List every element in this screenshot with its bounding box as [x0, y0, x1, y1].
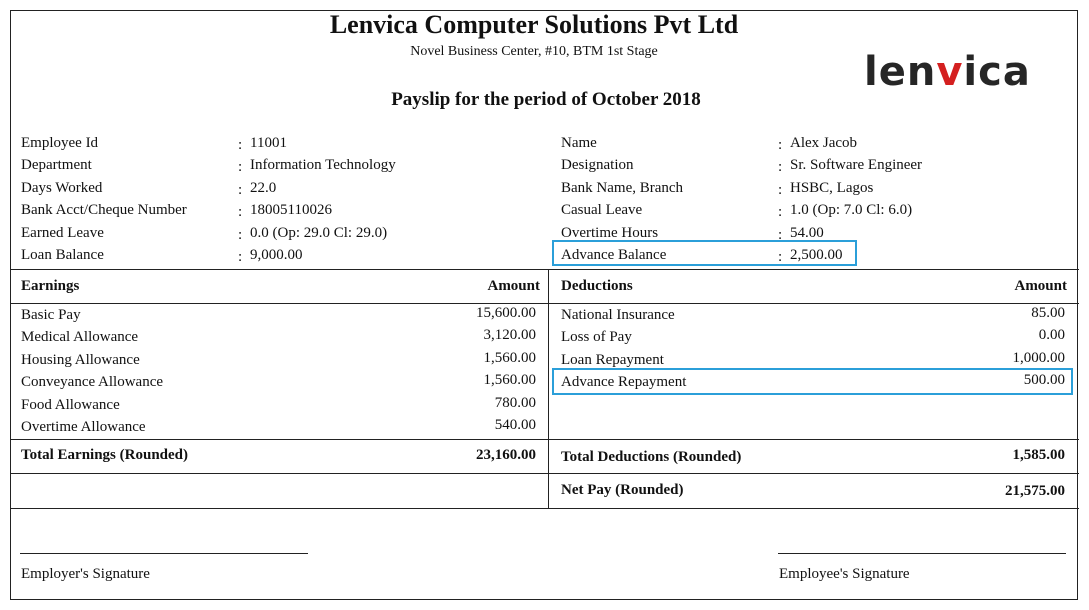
deductions-label: Loan Repayment [561, 352, 664, 368]
deductions-amount: 1,000.00 [1012, 350, 1065, 366]
table-top-border [10, 269, 1079, 270]
deductions-header: Deductions [561, 278, 633, 294]
info-value-loan-balance: 9,000.00 [250, 247, 303, 263]
deductions-label: Advance Repayment [561, 374, 687, 390]
info-colon: : [238, 227, 243, 243]
info-label-bank-acct: Bank Acct/Cheque Number [21, 202, 187, 218]
info-colon: : [778, 227, 783, 243]
info-colon: : [238, 159, 243, 175]
total-earnings-amount: 23,160.00 [476, 447, 536, 463]
deductions-amount: 500.00 [1023, 372, 1065, 388]
company-address: Novel Business Center, #10, BTM 1st Stage [410, 44, 658, 59]
table-column-divider [548, 269, 549, 508]
earnings-amount: 540.00 [494, 417, 536, 433]
table-totals-top-border [10, 439, 1079, 440]
info-label-employee-id: Employee Id [21, 135, 99, 151]
info-value-days-worked: 22.0 [250, 180, 277, 196]
earnings-amount: 1,560.00 [483, 372, 536, 388]
table-header-border [10, 303, 1079, 304]
info-colon: : [238, 204, 243, 220]
table-totals-bottom-border [10, 473, 1079, 474]
logo-accent-v: v [936, 49, 964, 95]
deductions-label: Loss of Pay [561, 329, 632, 345]
info-value-overtime-hours: 54.00 [790, 225, 824, 241]
deductions-amount: 0.00 [1038, 327, 1065, 343]
info-colon: : [778, 137, 783, 153]
earnings-label: Conveyance Allowance [21, 374, 164, 390]
payslip-period-title: Payslip for the period of October 2018 [391, 89, 701, 110]
employee-signature-label: Employee's Signature [779, 566, 910, 582]
logo-text-part: len [864, 49, 937, 95]
info-value-bank-acct: 18005110026 [250, 202, 332, 218]
info-value-casual-leave: 1.0 (Op: 7.0 Cl: 6.0) [790, 202, 913, 218]
total-deductions-amount: 1,585.00 [1012, 447, 1065, 463]
info-value-earned-leave: 0.0 (Op: 29.0 Cl: 29.0) [250, 225, 388, 241]
earnings-label: Medical Allowance [21, 329, 139, 345]
earnings-label: Overtime Allowance [21, 419, 146, 435]
deductions-amount-header: Amount [1014, 278, 1067, 294]
logo-text-part: ica [963, 49, 1031, 95]
info-label-name: Name [561, 135, 597, 151]
info-colon: : [778, 182, 783, 198]
deductions-label: National Insurance [561, 307, 675, 323]
info-colon: : [778, 159, 783, 175]
table-netpay-bottom-border [10, 508, 1079, 509]
employer-signature-label: Employer's Signature [21, 566, 150, 582]
info-label-loan-balance: Loan Balance [21, 247, 104, 263]
net-pay-label: Net Pay (Rounded) [561, 482, 684, 498]
earnings-amount: 3,120.00 [483, 327, 536, 343]
info-value-employee-id: 11001 [250, 135, 287, 151]
info-label-overtime-hours: Overtime Hours [561, 225, 659, 241]
earnings-label: Food Allowance [21, 397, 120, 413]
earnings-label: Basic Pay [21, 307, 81, 323]
total-earnings-label: Total Earnings (Rounded) [21, 447, 188, 463]
info-colon: : [238, 182, 243, 198]
net-pay-amount: 21,575.00 [1005, 483, 1065, 499]
info-colon: : [238, 249, 243, 265]
earnings-amount: 780.00 [494, 395, 536, 411]
earnings-amount: 1,560.00 [483, 350, 536, 366]
employer-signature-line [20, 553, 308, 554]
total-deductions-label: Total Deductions (Rounded) [561, 449, 742, 465]
earnings-amount-header: Amount [487, 278, 540, 294]
info-label-department: Department [21, 157, 92, 173]
info-value-department: Information Technology [250, 157, 396, 173]
info-colon: : [238, 137, 243, 153]
earnings-label: Housing Allowance [21, 352, 140, 368]
info-label-designation: Designation [561, 157, 634, 173]
company-logo [864, 49, 1031, 95]
info-label-bank-name: Bank Name, Branch [561, 180, 684, 196]
info-label-advance-balance: Advance Balance [561, 247, 667, 263]
info-colon: : [778, 249, 783, 265]
info-value-designation: Sr. Software Engineer [790, 157, 923, 173]
info-label-earned-leave: Earned Leave [21, 225, 104, 241]
earnings-amount: 15,600.00 [476, 305, 536, 321]
earnings-header: Earnings [21, 278, 80, 294]
info-label-casual-leave: Casual Leave [561, 202, 643, 218]
deductions-amount: 85.00 [1031, 305, 1065, 321]
info-value-bank-name: HSBC, Lagos [790, 180, 874, 196]
company-name: Lenvica Computer Solutions Pvt Ltd [329, 10, 739, 39]
employee-signature-line [778, 553, 1066, 554]
info-value-name: Alex Jacob [790, 135, 858, 151]
info-label-days-worked: Days Worked [21, 180, 103, 196]
info-value-advance-balance: 2,500.00 [790, 247, 843, 263]
info-colon: : [778, 204, 783, 220]
